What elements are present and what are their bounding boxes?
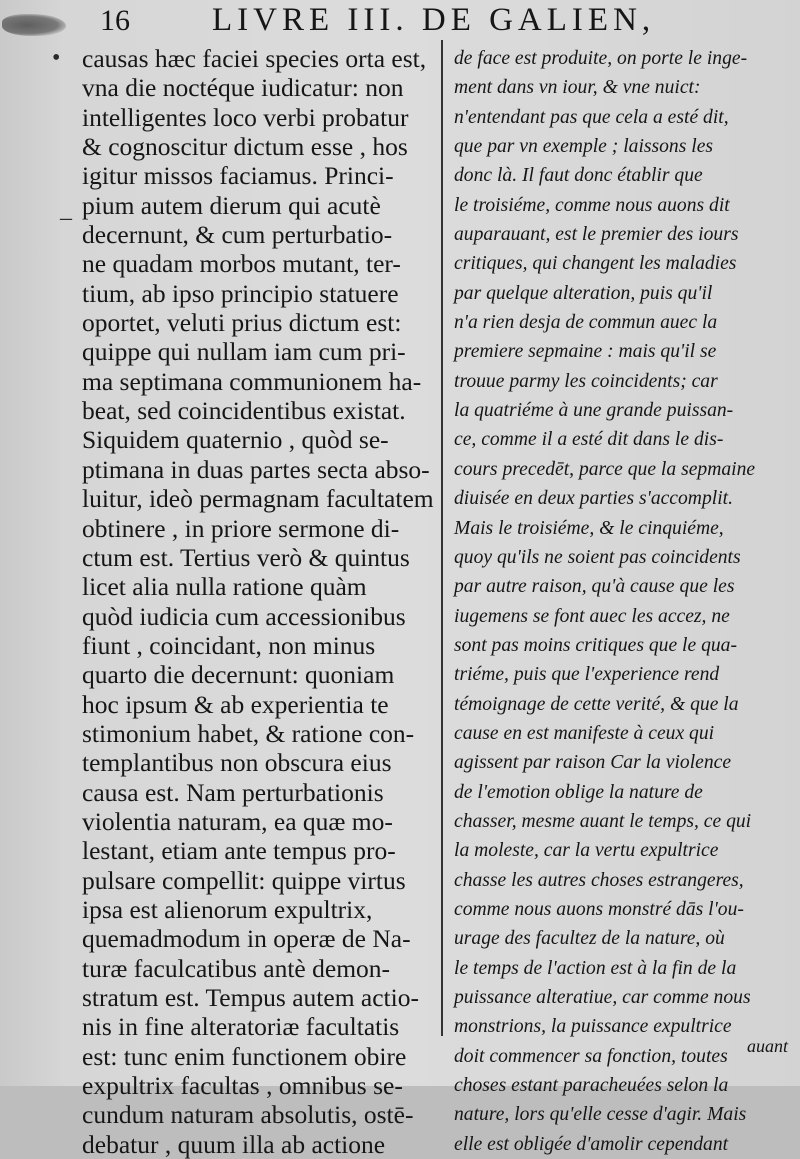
ink-blot-stain	[2, 14, 66, 36]
text-line: cours precedēt, parce que la sepmaine	[454, 458, 756, 480]
text-line: ipsa est alienorum expultrix,	[82, 894, 373, 924]
text-line: cundum naturam absolutis, ostē-	[82, 1100, 414, 1130]
text-line: témoignage de cette verité, & que la	[454, 693, 739, 715]
text-line: igitur missos faciamus. Princi-	[82, 161, 394, 191]
text-line: lestant, etiam ante tempus pro-	[82, 836, 396, 866]
text-line: diuisée en deux parties s'accomplit.	[454, 488, 733, 510]
text-line: n'a rien desja de commun auec la	[454, 312, 718, 334]
text-line: de l'emotion oblige la nature de	[454, 781, 703, 803]
text-line: violentia naturam, ea quæ mo-	[82, 806, 393, 836]
margin-mark: –	[60, 205, 72, 231]
text-line: que par vn exemple ; laissons les	[454, 136, 714, 158]
text-line: quoy qu'ils ne soient pas coincidents	[454, 546, 741, 568]
text-line: & cognoscitur dictum esse , hos	[82, 132, 408, 162]
text-line: beat, sed coincidentibus existat.	[82, 396, 406, 426]
text-line: premiere sepmaine : mais qu'il se	[454, 341, 717, 363]
margin-mark: •	[52, 45, 61, 71]
text-line: par autre raison, qu'à cause que les	[454, 576, 735, 598]
page-header	[0, 0, 800, 44]
text-line: nis in fine alteratoriæ facultatis	[82, 1012, 400, 1042]
text-line: turæ faculcatibus antè demon-	[82, 953, 391, 983]
text-line: tium, ab ipso principio statuere	[82, 278, 399, 308]
text-line: ce, comme il a esté dit dans le dis-	[454, 429, 724, 451]
text-line: chasse les autres choses estrangeres,	[454, 869, 744, 891]
text-line: nature, lors qu'elle cesse d'agir. Mais	[454, 1104, 747, 1126]
text-line: causas hæc faciei species orta est,	[82, 44, 427, 73]
text-line: vna die noctéque iudicatur: non	[82, 73, 404, 103]
running-title: LIVRE III. DE GALIEN,	[212, 2, 656, 38]
text-line: ptimana in duas partes secta abso-	[82, 454, 430, 484]
text-line: causa est. Nam perturbationis	[82, 777, 384, 807]
text-line: ctum est. Tertius verò & quintus	[82, 542, 410, 572]
text-line: oportet, veluti prius dictum est:	[82, 308, 402, 338]
text-line: agissent par raison Car la violence	[454, 752, 732, 774]
text-line: ne quadam morbos mutant, ter-	[82, 249, 401, 279]
text-line: cause en est manifeste à ceux qui	[454, 722, 715, 744]
text-line: licet alia nulla ratione quàm	[82, 572, 367, 602]
text-line: sont pas moins critiques que le qua-	[454, 634, 737, 656]
text-line: chasser, mesme auant le temps, ce qui	[454, 810, 752, 832]
text-line: quarto die decernunt: quoniam	[82, 660, 395, 690]
french-text-column	[454, 44, 800, 1159]
text-line: fiunt , coincidant, non minus	[82, 630, 376, 660]
text-line: critiques, qui changent les maladies	[454, 253, 737, 275]
text-line: comme nous auons monstré dās l'ou-	[454, 898, 744, 920]
text-line: ma septimana communionem ha-	[82, 366, 422, 396]
text-line: doit commencer sa fonction, toutes	[454, 1045, 728, 1067]
text-line: intelligentes loco verbi probatur	[82, 102, 409, 132]
text-line: quòd iudicia cum accessionibus	[82, 601, 406, 631]
text-line: Siquidem quaternio , quòd se-	[82, 425, 389, 455]
text-line: Mais le troisiéme, & le cinquiéme,	[454, 517, 724, 539]
text-line: iugemens se font auec les accez, ne	[454, 605, 730, 627]
text-line: le troisiéme, comme nous auons dit	[454, 194, 730, 216]
text-line: ment dans vn iour, & vne nuict:	[454, 77, 701, 99]
text-line: decernunt, & cum perturbatio-	[82, 220, 393, 250]
catchword: auant	[746, 1036, 788, 1056]
text-line: expultrix facultas , omnibus se-	[82, 1071, 403, 1101]
text-line: triéme, puis que l'experience rend	[454, 664, 720, 686]
text-line: monstrions, la puissance expultrice	[454, 1016, 732, 1038]
text-line: pulsare compellit: quippe virtus	[82, 865, 406, 895]
text-line: puissance alteratiue, car comme nous	[454, 987, 751, 1008]
text-line: stratum est. Tempus autem actio-	[82, 983, 419, 1012]
text-line: quemadmodum in operæ de Na-	[82, 924, 411, 954]
text-line: urage des facultez de la nature, où	[454, 928, 725, 950]
column-divider	[441, 40, 443, 1036]
text-line: est: tunc enim functionem obire	[82, 1041, 407, 1071]
text-line: hoc ipsum & ab experientia te	[82, 689, 389, 719]
text-line: elle est obligée d'amolir cependant	[454, 1133, 729, 1155]
text-line: debatur , quum illa ab actione	[82, 1129, 386, 1159]
text-line: le temps de l'action est à la fin de la	[454, 957, 737, 979]
text-line: quippe qui nullam iam cum pri-	[82, 337, 406, 367]
text-line: trouue parmy les coincidents; car	[454, 370, 718, 392]
text-line: par quelque alteration, puis qu'il	[454, 282, 713, 304]
text-line: de face est produite, on porte le inge-	[454, 48, 748, 69]
text-line: luitur, ideò permagnam facultatem	[82, 484, 434, 514]
text-line: la quatriéme à une grande puissan-	[454, 400, 734, 422]
text-line: choses estant paracheuées selon la	[454, 1075, 729, 1097]
text-line: templantibus non obscura eius	[82, 748, 392, 778]
page-number: 16	[100, 4, 130, 37]
text-line: donc là. Il faut donc établir que	[454, 165, 703, 187]
text-line: n'entendant pas que cela a esté dit,	[454, 106, 729, 128]
text-line: auparauant, est le premier des iours	[454, 224, 739, 246]
latin-text-column	[82, 44, 432, 1159]
text-line: stimonium habet, & ratione con-	[82, 718, 415, 748]
text-line: obtinere , in priore sermone di-	[82, 513, 400, 543]
text-line: la moleste, car la vertu expultrice	[454, 840, 719, 862]
text-line: pium autem dierum qui acutè	[82, 190, 381, 220]
